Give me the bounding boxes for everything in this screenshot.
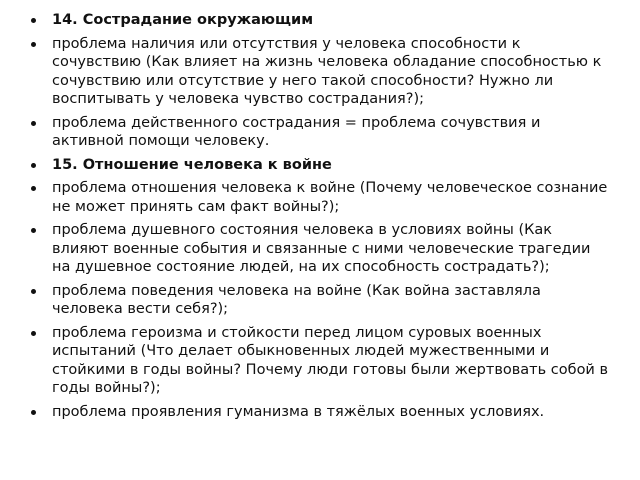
bullet-dot-icon	[31, 18, 36, 23]
section-heading: 15. Отношение человека к войне	[52, 156, 332, 173]
list-item	[0, 403, 640, 422]
list-item-text: проблема проявления гуманизма в тяжёлых военных условиях.	[52, 403, 545, 420]
list-item-heading-14	[0, 11, 640, 30]
list-item	[0, 35, 640, 109]
bullet-dot-icon	[31, 42, 36, 47]
list-item-text: проблема душевного состояния человека в условиях войны (Как влияют военные события и связанные с ними человеческие трагедии на душевное состояние людей, на их способность сострадать?);	[52, 222, 591, 275]
list-item	[0, 179, 640, 216]
list-item	[0, 221, 640, 277]
list-item	[0, 282, 640, 319]
bullet-dot-icon	[31, 121, 36, 126]
bullet-dot-icon	[31, 410, 36, 415]
bullet-dot-icon	[31, 289, 36, 294]
list-item-text: проблема действенного сострадания = проблема сочувствия и активной помощи человеку.	[52, 114, 541, 149]
list-item-heading-15	[0, 156, 640, 175]
list-item-text: проблема отношения человека к войне (Почему человеческое сознание не может принять сам факт войны?);	[52, 180, 608, 215]
bullet-list	[0, 11, 640, 426]
list-item	[0, 114, 640, 151]
list-item-text: проблема наличия или отсутствия у человека способности к сочувствию (Как влияет на жизнь человека обладание способностью к сочувствию или отсутствие у него такой способности? Нужно ли воспитывать у человека чувство сострадания?);	[52, 35, 602, 107]
bullet-dot-icon	[31, 331, 36, 336]
list-item	[0, 324, 640, 398]
section-heading: 14. Сострадание окружающим	[52, 12, 314, 28]
bullet-dot-icon	[31, 186, 36, 191]
list-item-text: проблема поведения человека на войне (Как война заставляла человека вести себя?);	[52, 282, 541, 317]
bullet-dot-icon	[31, 228, 36, 233]
list-item-text: проблема героизма и стойкости перед лицом суровых военных испытаний (Что делает обыкновенных людей мужественными и стойкими в годы войны? Почему люди готовы были жертвовать собой в годы войны?);	[52, 324, 609, 396]
bullet-dot-icon	[31, 163, 36, 168]
